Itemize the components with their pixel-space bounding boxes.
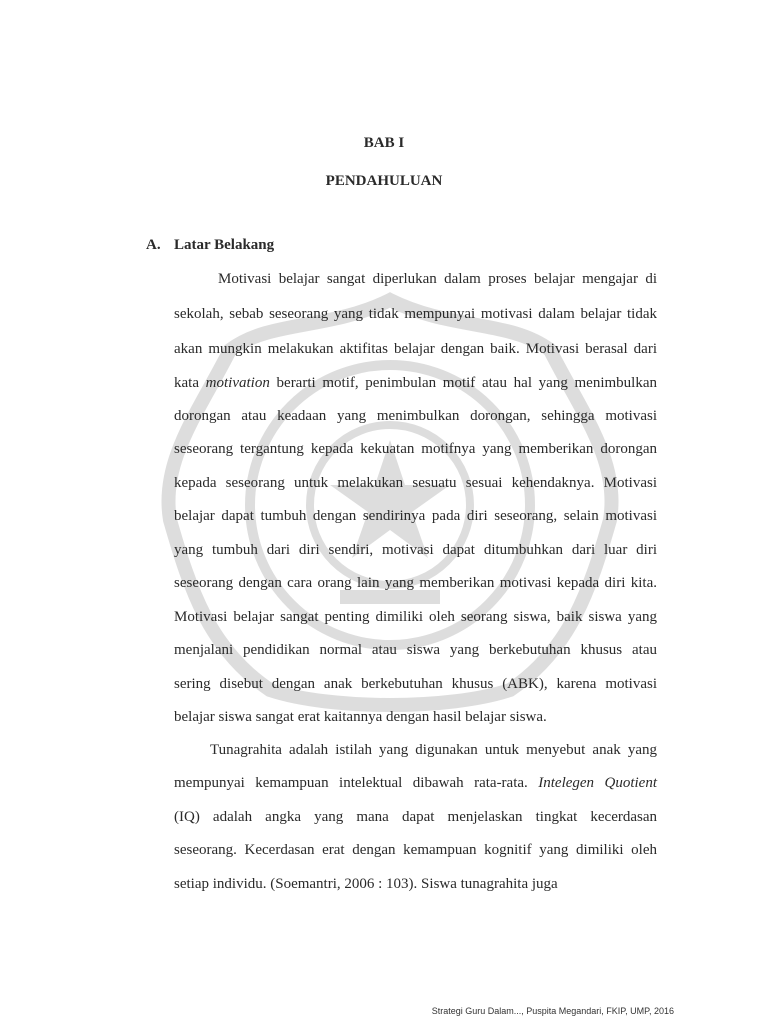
text-line — [174, 440, 657, 458]
text-segment: kata — [174, 375, 206, 391]
text-segment: kepada seseorang untuk melakukan sesuatu sesuai kehendaknya. Motivasi — [174, 475, 657, 491]
text-line — [174, 675, 657, 693]
text-segment: Motivasi belajar sangat diperlukan dalam proses belajar mengajar di — [218, 271, 657, 287]
page-footer: Strategi Guru Dalam..., Puspita Megandari, FKIP, UMP, 2016 — [431, 1006, 674, 1016]
text-segment: dorongan atau keadaan yang menimbulkan dorongan, sehingga motivasi — [174, 408, 657, 424]
italic-term: motivation — [205, 375, 270, 391]
italic-term: Intelegen Quotient — [538, 775, 658, 791]
text-segment: sekolah, sebab seseorang yang tidak mempunyai motivasi dalam belajar tidak — [174, 306, 657, 322]
text-line — [174, 374, 657, 392]
text-line — [174, 841, 657, 859]
text-segment: akan mungkin melakukan aktifitas belajar dengan baik. Motivasi berasal dari — [174, 341, 657, 357]
text-segment: belajar dapat tumbuh dengan sendirinya pada diri seseorang, selain motivasi — [174, 508, 657, 524]
text-line — [174, 305, 657, 323]
section-title: Latar Belakang — [174, 237, 275, 253]
text-line — [174, 507, 657, 525]
text-segment: Tunagrahita adalah istilah yang digunakan untuk menyebut anak yang — [210, 742, 657, 758]
text-line — [174, 574, 657, 592]
text-line — [218, 270, 657, 288]
text-line — [174, 641, 657, 659]
section-heading — [146, 237, 274, 254]
text-line — [174, 474, 657, 492]
text-segment: belajar siswa sangat erat kaitannya dengan hasil belajar siswa. — [174, 709, 547, 725]
text-segment: seseorang. Kecerdasan erat dengan kemampuan kognitif yang dimiliki oleh — [174, 842, 657, 858]
text-segment: menjalani pendidikan normal atau siswa yang berkebutuhan khusus atau — [174, 642, 657, 658]
text-line — [210, 741, 657, 759]
text-line — [174, 808, 657, 826]
text-segment: Motivasi belajar sangat penting dimiliki oleh seorang siswa, baik siswa yang — [174, 609, 657, 625]
section-number: A. — [146, 237, 161, 253]
text-segment: yang tumbuh dari diri sendiri, motivasi dapat ditumbuhkan dari luar diri — [174, 542, 657, 558]
text-segment: seseorang tergantung kepada kekuatan motifnya yang memberikan dorongan — [174, 441, 657, 457]
text-line — [174, 608, 657, 626]
text-line — [174, 541, 657, 559]
text-line — [174, 875, 657, 893]
text-line — [174, 708, 657, 726]
text-segment: (IQ) adalah angka yang mana dapat menjelaskan tingkat kecerdasan — [174, 809, 657, 825]
text-segment: sering disebut dengan anak berkebutuhan khusus (ABK), karena motivasi — [174, 676, 657, 692]
text-segment: berarti motif, penimbulan motif atau hal yang menimbulkan — [269, 375, 657, 391]
chapter-title: PENDAHULUAN — [325, 173, 443, 189]
text-segment: seseorang dengan cara orang lain yang memberikan motivasi kepada diri kita. — [174, 575, 657, 591]
chapter-heading: BAB I — [363, 135, 405, 151]
text-line — [174, 407, 657, 425]
text-segment: mempunyai kemampuan intelektual dibawah rata-rata. — [174, 775, 539, 791]
text-line — [174, 340, 657, 358]
text-segment: setiap individu. (Soemantri, 2006 : 103). Siswa tunagrahita juga — [174, 876, 558, 892]
text-line — [174, 774, 657, 792]
